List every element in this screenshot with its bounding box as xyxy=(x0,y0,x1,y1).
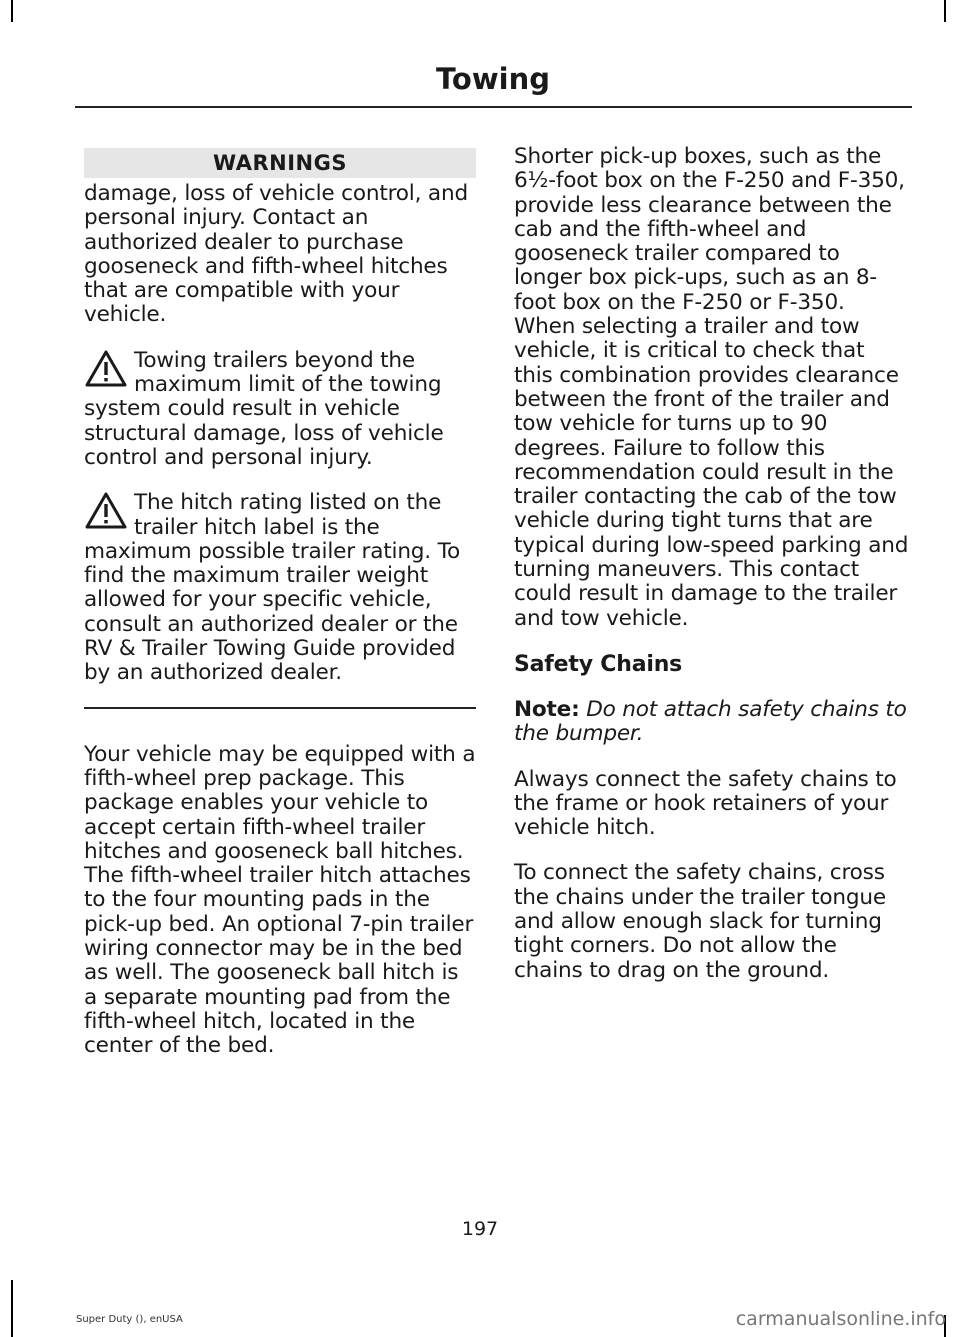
left-column xyxy=(84,145,476,1080)
warning-triangle-icon xyxy=(84,491,128,533)
warning-triangle-icon xyxy=(84,349,128,391)
warnings-divider xyxy=(84,707,476,709)
body-paragraph: Shorter pick-up boxes, such as the 6½-foot box on the F-250 and F-350, provide less clearance between the cab and the fifth-wheel and gooseneck trailer compared to longer box pick-ups, such as an 8-foot box on the F-250 or F-350. When selecting a trailer and tow vehicle, it is critical to check that this combination provides clearance between the front of the trailer and tow vehicle for turns up to 90 degrees. Failure to follow this recommendation could result in the trailer contacting the cab of the tow vehicle during tight turns that are typical during low-speed parking and turning maneuvers. This contact could result in damage to the trailer and tow vehicle. xyxy=(514,144,909,631)
warning-text: Towing trailers beyond the maximum limit of the towing system could result in vehicle structural damage, loss of vehicle control and personal injury. xyxy=(84,347,444,470)
page-number: 197 xyxy=(461,1218,499,1240)
warnings-heading: WARNINGS xyxy=(84,148,476,178)
warning-continuation: damage, loss of vehicle control, and personal injury. Contact an authorized dealer to purchase gooseneck and fifth-wheel hitches that are compatible with your vehicle. xyxy=(84,181,468,328)
crop-mark-bottom-left xyxy=(11,1280,13,1337)
watermark: carmanualsonline.info xyxy=(735,1308,946,1330)
body-paragraph: To connect the safety chains, cross the chains under the trailer tongue and allow enough slack for turning tight corners. Do not allow the chains to drag on the ground. xyxy=(514,860,886,983)
note-text: Do not attach safety chains to the bumper. xyxy=(514,696,907,747)
warning-item xyxy=(84,349,476,470)
crop-mark-top-right xyxy=(944,0,946,22)
right-column xyxy=(514,145,909,1004)
body-paragraph: Always connect the safety chains to the frame or hook retainers of your vehicle hitch. xyxy=(514,766,897,841)
body-paragraph: Your vehicle may be equipped with a fifth-wheel prep package. This package enables your vehicle to accept certain fifth-wheel trailer hitches and gooseneck ball hitches. The fifth-wheel trailer hitch attaches to the four mounting pads in the pick-up bed. An optional 7-pin trailer wiring connector may be in the bed as well. The gooseneck ball hitch is a separate mounting pad from the fifth-wheel hitch, located in the center of the bed. xyxy=(84,741,476,1059)
warning-text: The hitch rating listed on the trailer hitch label is the maximum possible trailer rating. To find the maximum trailer weight allowed for your specific vehicle, consult an authorized dealer or the RV & Trailer Towing Guide provided by an authorized dealer. xyxy=(84,490,460,686)
warning-item xyxy=(84,491,476,685)
footer-text: Super Duty (), enUSA xyxy=(76,1314,183,1325)
section-heading: Safety Chains xyxy=(514,651,683,677)
note-label: Note: xyxy=(514,696,580,722)
page-title: Towing xyxy=(436,62,550,96)
note xyxy=(514,698,909,747)
header-rule xyxy=(75,106,912,108)
crop-mark-top-left xyxy=(11,0,13,22)
